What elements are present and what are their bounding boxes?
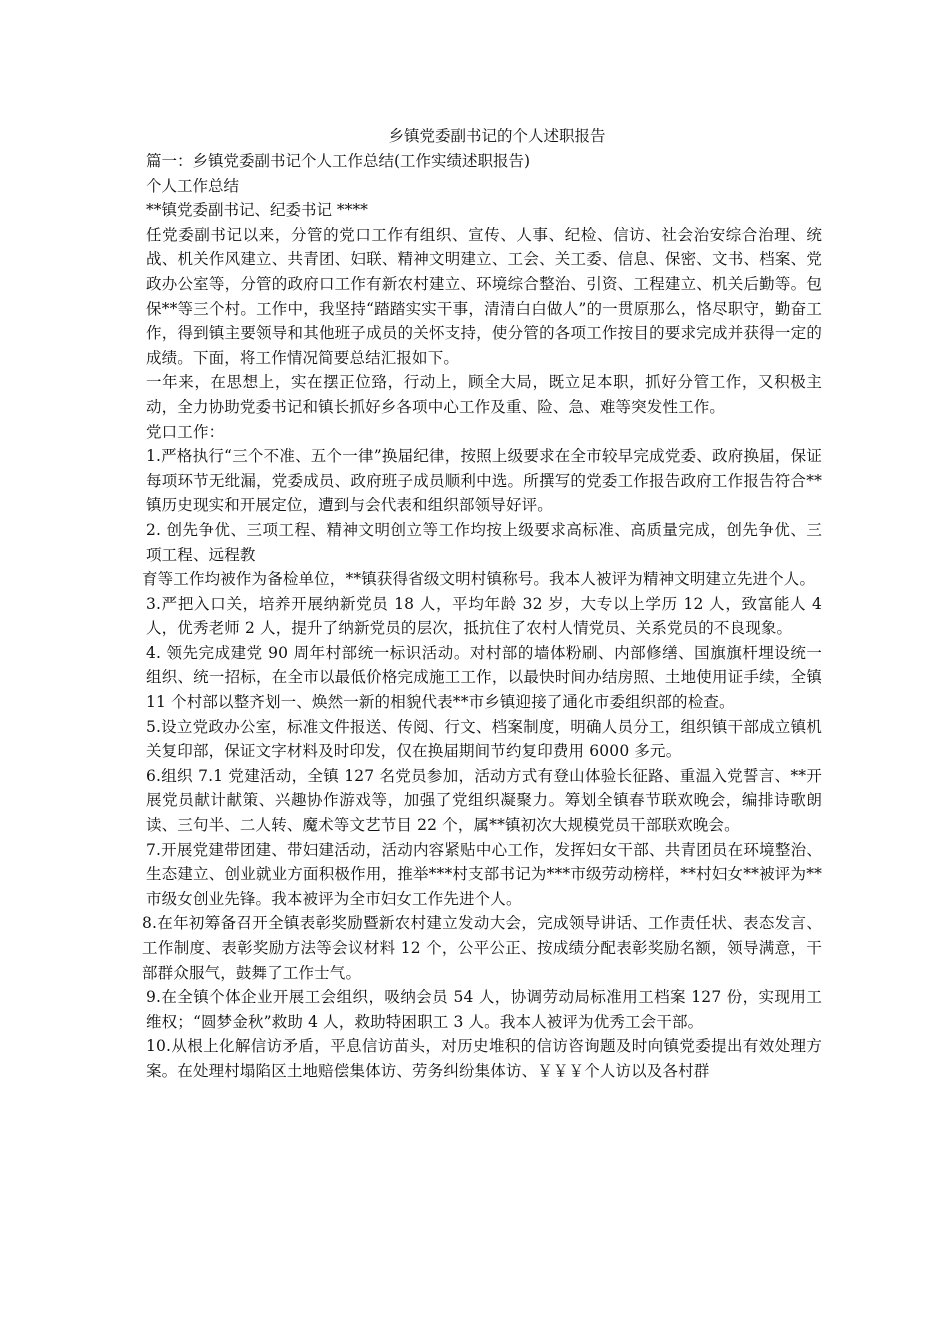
paragraph: 2. 创先争优、三项工程、精神文明创立等工作均按上级要求高标准、高质量完成，创先争优、三项工程、远程教 [146,520,822,564]
paragraph: 6.组织 7.1 党建活动，全镇 127 名党员参加，活动方式有登山体验长征路、重温入党誓言、**开展党员献计献策、兴趣协作游戏等，加强了党组织凝聚力。筹划全镇春节联欢晚会，编排诗歌朗读、三句半、二人转、魔术等文艺节目 22 个，属**镇初次大规模党员干部联欢晚会。 [146,766,822,835]
paragraph: 5.设立党政办公室，标准文件报送、传阅、行文、档案制度，明确人员分工，组织镇干部成立镇机关复印部，保证文字材料及时印发，仅在换届期间节约复印费用 6000 多元。 [146,717,822,761]
paragraph: 育等工作均被作为备检单位，**镇获得省级文明村镇称号。我本人被评为精神文明建立先进个人。 [142,570,816,589]
paragraph: 1.严格执行“三个不准、五个一律”换届纪律，按照上级要求在全市较早完成党委、政府换届，保证每项环节无纰漏，党委成员、政府班子成员顺利中选。所撰写的党委工作报告政府工作报告符合**镇历史现实和开展定位，遭到与会代表和组织部领导好评。 [146,447,822,515]
paragraph: 9.在全镇个体企业开展工会组织，吸纳会员 54 人，协调劳动局标准用工档案 127 份，实现用工维权；“圆梦金秋”救助 4 人，救助特困职工 3 人。我本人被评为优秀工会干部。 [146,988,822,1031]
document-title: 乡镇党委副书记的个人述职报告 [388,127,606,145]
document-subtitle: 篇一：乡镇党委副书记个人工作总结(工作实绩述职报告) [146,152,531,170]
paragraph: 3.严把入口关，培养开展纳新党员 18 人，平均年龄 32 岁，大专以上学历 12 人，致富能人 4 人，优秀老师 2 人，提升了纳新党员的层次，抵抗住了农村人情党员、关系党员的不良现象。 [146,594,822,638]
paragraph: 4. 领先完成建党 90 周年村部统一标识活动。对村部的墙体粉刷、内部修缮、国旗旗杆埋设统一组织、统一招标，在全市以最低价格完成施工工作，以最快时间办结房照、土地使用证手续，全镇 11 个村部以整齐划一、焕然一新的相貌代表**市乡镇迎接了通化市委组织部的检查。 [146,643,822,712]
paragraph: 8.在年初筹备召开全镇表彰奖励暨新农村建立发动大会，完成领导讲话、工作责任状、表态发言、工作制度、表彰奖励方法等会议材料 12 个，公平公正、按成绩分配表彰奖励名额，领导满意，干部群众服气，鼓舞了工作士气。 [142,914,822,982]
paragraph: 党口工作： [146,422,225,441]
paragraph: 10.从根上化解信访矛盾，平息信访苗头，对历史堆积的信访咨询题及时向镇党委提出有效处理方案。在处理村塌陷区土地赔偿集体访、劳务纠纷集体访、￥￥￥个人访以及各村群 [146,1037,822,1080]
paragraph: 一年来，在思想上，实在摆正位臵，行动上，顾全大局，既立足本职，抓好分管工作，又积极主动，全力协助党委书记和镇长抓好乡各项中心工作及重、险、急、难等突发性工作。 [146,373,822,416]
paragraph: 任党委副书记以来，分管的党口工作有组织、宣传、人事、纪检、信访、社会治安综合治理、统战、机关作风建立、共青团、妇联、精神文明建立、工会、关工委、信息、保密、文书、档案、党政办公室等，分管的政府口工作有新农村建立、环境综合整治、引资、工程建立、机关后勤等。包保**等三个村。工作中，我坚持“踏踏实实干事，清清白白做人”的一贯原那么，恪尽职守，勤奋工作，得到镇主要领导和其他班子成员的关怀支持，使分管的各项工作按目的要求完成并获得一定的成绩。下面，将工作情况简要总结汇报如下。 [146,225,822,367]
paragraph: 7.开展党建带团建、带妇建活动，活动内容紧贴中心工作，发挥妇女干部、共青团员在环境整治、生态建立、创业就业方面积极作用，推举***村支部书记为***市级劳动榜样，**村妇女**被评为**市级女创业先锋。我本被评为全市妇女工作先进个人。 [146,840,822,908]
document-page [142,124,822,1084]
section-heading: 个人工作总结 [146,176,240,195]
author-line: **镇党委副书记、纪委书记 **** [146,201,368,220]
